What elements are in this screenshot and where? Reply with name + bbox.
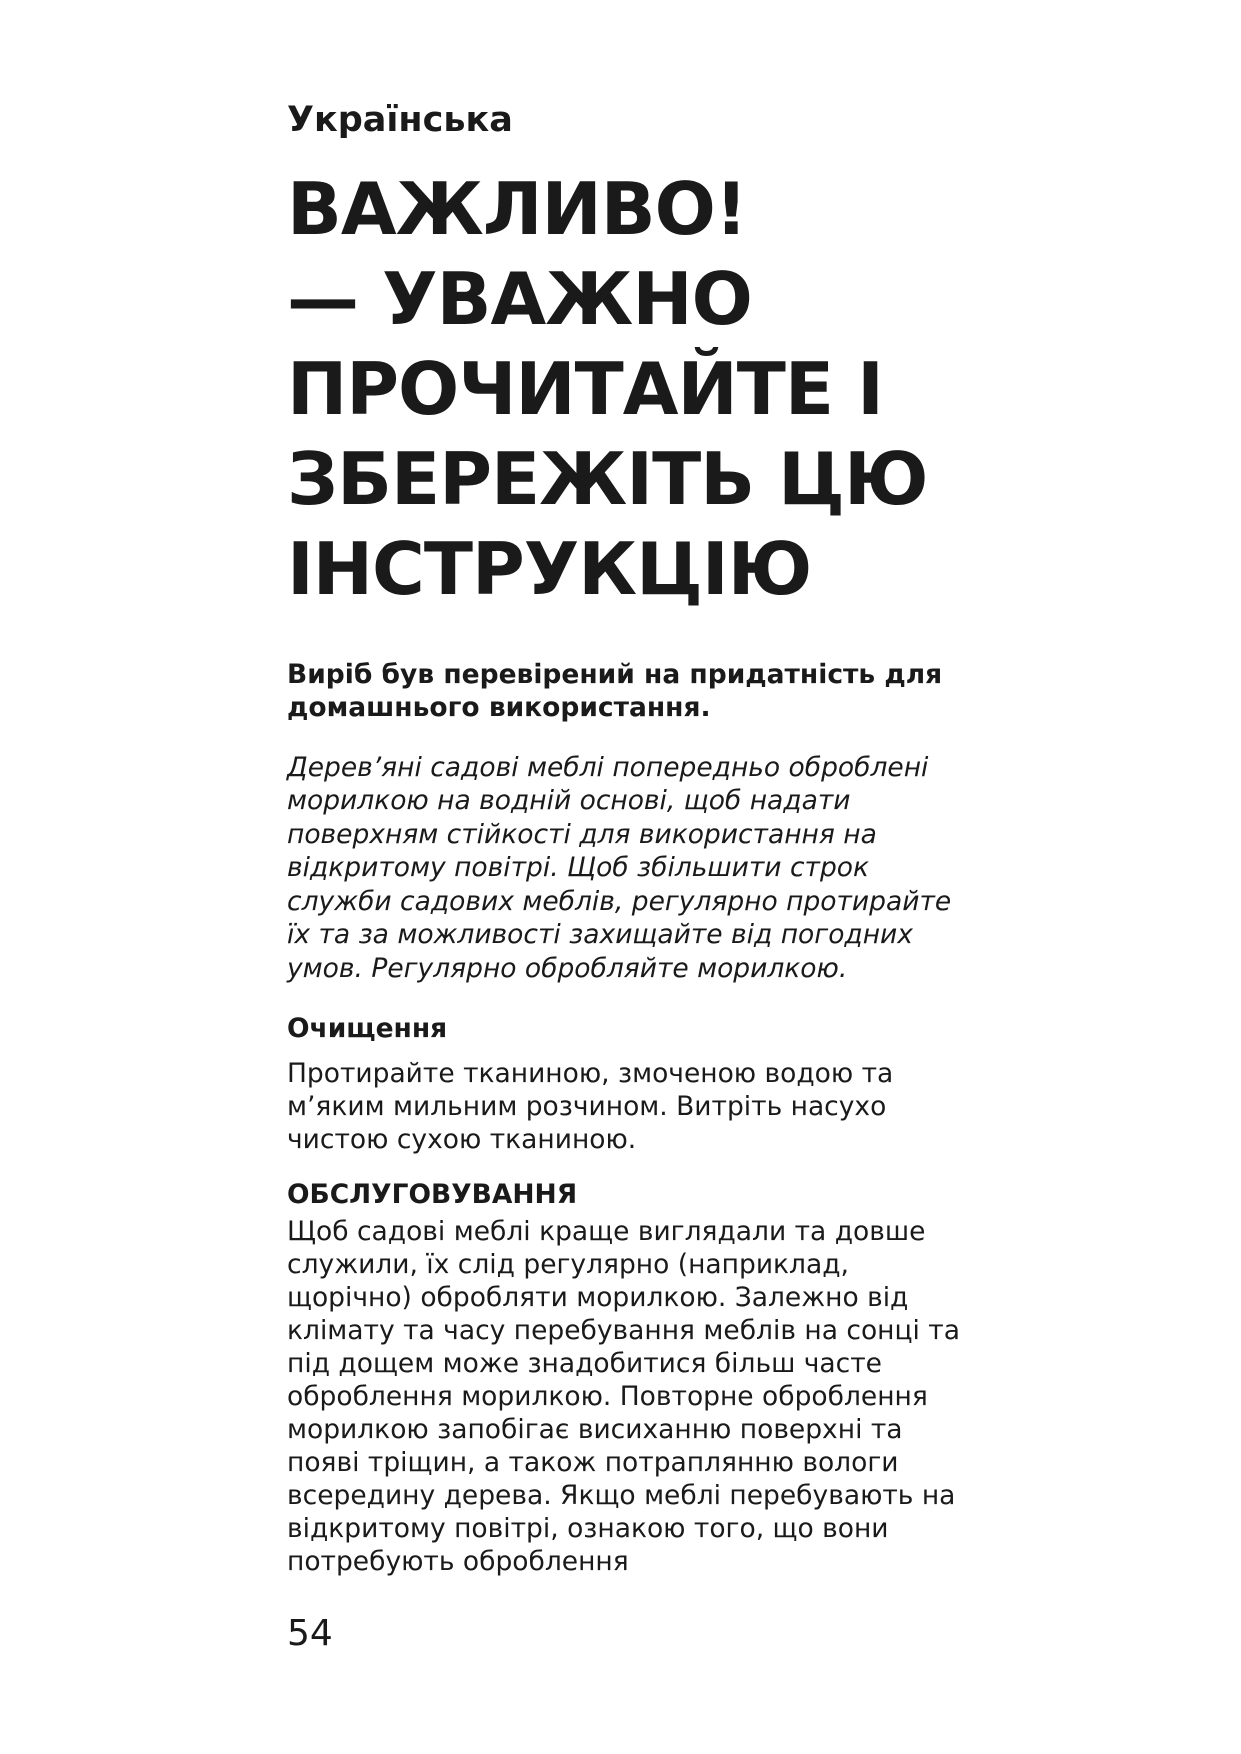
intro-italic-text: Дерев’яні садові меблі попередньо оброблені морилкою на водній основі, щоб надати поверхням стійкості для використання на відкритому повітрі. Щоб збільшити строк служби садових меблів, регулярно протирайте їх та за можливості захищайте від погодних умов. Регулярно обробляйте морилкою. (287, 751, 952, 984)
headline (287, 164, 977, 614)
headline-line: ПРОЧИТАЙТЕ І (287, 347, 883, 431)
maintenance-text: Щоб садові меблі краще виглядали та довше служили, їх слід регулярно (наприклад, щорічно) обробляти морилкою. Залежно від клімату та часу перебування меблів на сонці та під дощем може знадобитися більш часте оброблення морилкою. Повторне оброблення морилкою запобігає висиханню поверхні та появі тріщин, а також потраплянню вологи всередину дерева. Якщо меблі перебувають на відкритому повітрі, ознакою того, що вони потребують оброблення (287, 1215, 960, 1577)
headline-line: ІНСТРУКЦІЮ (287, 527, 812, 611)
language-label: Українська (287, 100, 513, 140)
maintenance-heading: ОБСЛУГОВУВАННЯ (287, 1178, 578, 1210)
page-number: 54 (287, 1613, 333, 1654)
cleaning-heading: Очищення (287, 1012, 448, 1044)
document-page (287, 96, 977, 1578)
headline-line: ЗБЕРЕЖІТЬ ЦЮ (287, 437, 928, 521)
headline-line: — УВАЖНО (287, 257, 752, 341)
intro-bold-text: Виріб був перевірений на придатність для домашнього використання. (287, 659, 943, 723)
cleaning-text: Протирайте тканиною, змоченою водою та м’яким мильним розчином. Витріть насухо чистою сухою тканиною. (287, 1057, 894, 1155)
headline-line: ВАЖЛИВО! (287, 167, 747, 251)
